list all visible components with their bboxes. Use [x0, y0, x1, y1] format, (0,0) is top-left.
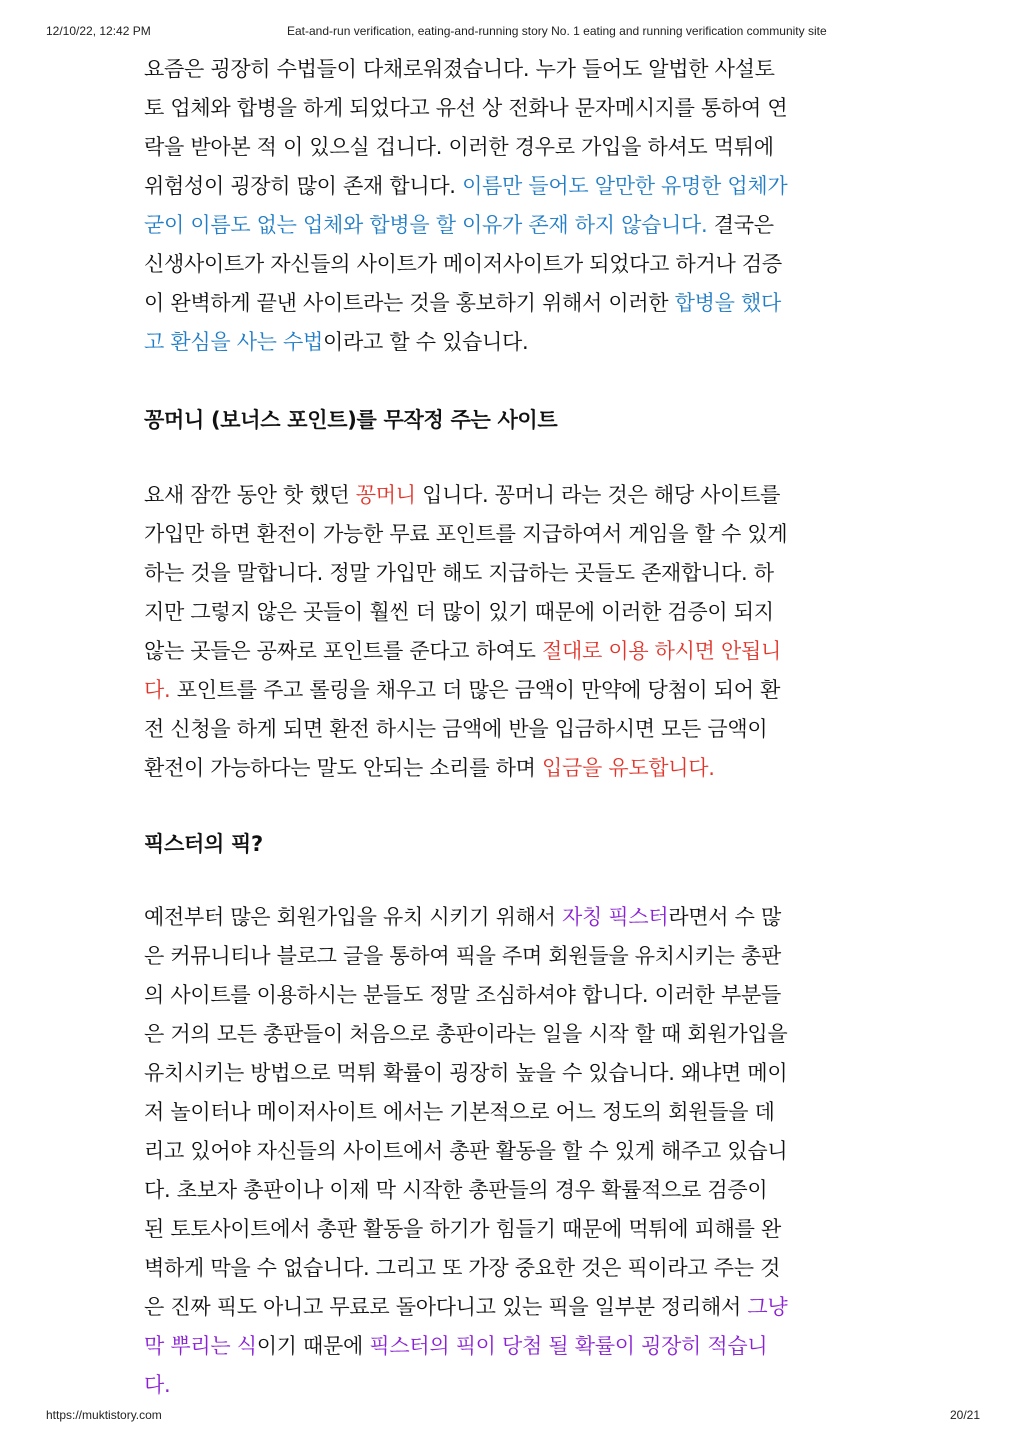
- text-line: 가입만 하면 환전이 가능한 무료 포인트를 지급하여서 게임을 할 수 있게: [144, 522, 788, 546]
- paragraph-merger-scam: [144, 50, 884, 362]
- print-footer: [0, 1408, 1024, 1426]
- highlight-blue: 이름만 들어도 알만한 유명한 업체가: [462, 174, 788, 198]
- article-content: [144, 50, 884, 1405]
- highlight-red: 입금을 유도합니다.: [542, 756, 715, 780]
- print-date: 12/10/22, 12:42 PM: [46, 24, 151, 38]
- section-heading-free-money: 꽁머니 (보너스 포인트)를 무작정 주는 사이트: [144, 408, 558, 432]
- print-page-title: Eat-and-run verification, eating-and-running story No. 1 eating and running verification community site: [287, 24, 827, 38]
- highlight-blue: 굳이 이름도 없는 업체와 합병을 할 이유가 존재 하지 않습니다.: [144, 213, 708, 237]
- print-url[interactable]: https://muktistory.com: [46, 1408, 162, 1422]
- text-line: 락을 받아본 적 이 있으실 겁니다. 이러한 경우로 가입을 하셔도 먹튀에: [144, 135, 774, 159]
- text-line: 토 업체와 합병을 하게 되었다고 유선 상 전화나 문자메시지를 통하여 연: [144, 96, 788, 120]
- text-line: 요즘은 굉장히 수법들이 다채로워졌습니다. 누가 들어도 알법한 사설토: [144, 57, 775, 81]
- text-line: 은 진짜 픽도 아니고 무료로 돌아다니고 있는 픽을 일부분 정리해서: [144, 1295, 748, 1319]
- text-line: 벽하게 막을 수 없습니다. 그리고 또 가장 중요한 것은 픽이라고 주는 것: [144, 1256, 781, 1280]
- section-heading-pickster: 픽스터의 픽?: [144, 832, 263, 856]
- highlight-blue: 합병을 했다: [674, 291, 781, 315]
- text-line: 예전부터 많은 회원가입을 유치 시키기 위해서: [144, 905, 562, 929]
- highlight-purple: 다.: [144, 1373, 171, 1397]
- text-line: 신생사이트가 자신들의 사이트가 메이저사이트가 되었다고 하거나 검증: [144, 252, 782, 276]
- text-line: 유치시키는 방법으로 먹튀 확률이 굉장히 높을 수 있습니다. 왜냐면 메이: [144, 1061, 788, 1085]
- text-line: 은 커뮤니티나 블로그 글을 통하여 픽을 주며 회원들을 유치시키는 총판: [144, 944, 781, 968]
- text-line: 위험성이 굉장히 많이 존재 합니다.: [144, 174, 463, 198]
- highlight-red: 절대로 이용 하시면 안됩니: [542, 639, 781, 663]
- text-line: 이라고 할 수 있습니다.: [323, 330, 529, 354]
- highlight-blue: 고 환심을 사는 수법: [144, 330, 324, 354]
- highlight-red: 꽁머니: [355, 483, 416, 507]
- text-line: 않는 곳들은 공짜로 포인트를 준다고 하여도: [144, 639, 542, 663]
- text-line: 지만 그렇지 않은 곳들이 훨씬 더 많이 있기 때문에 이러한 검증이 되지: [144, 600, 774, 624]
- highlight-purple: 픽스터의 픽이 당첨 될 확률이 굉장히 적습니: [369, 1334, 768, 1358]
- highlight-purple: 그냥: [747, 1295, 788, 1319]
- text-line: 된 토토사이트에서 총판 활동을 하기가 힘들기 때문에 먹튀에 피해를 완: [144, 1217, 781, 1241]
- page-number: 20/21: [949, 1408, 980, 1422]
- text-line: 하는 것을 말합니다. 정말 가입만 해도 지급하는 곳들도 존재합니다. 하: [144, 561, 774, 585]
- highlight-purple: 자칭 픽스터: [562, 905, 669, 929]
- text-line: 라면서 수 많: [668, 905, 781, 929]
- highlight-purple: 막 뿌리는 식: [144, 1334, 257, 1358]
- text-line: 리고 있어야 자신들의 사이트에서 총판 활동을 할 수 있게 해주고 있습니: [144, 1139, 788, 1163]
- text-line: 다. 초보자 총판이나 이제 막 시작한 총판들의 경우 확률적으로 검증이: [144, 1178, 768, 1202]
- text-line: 전 신청을 하게 되면 환전 하시는 금액에 반을 입금하시면 모든 금액이: [144, 717, 768, 741]
- text-line: 요새 잠깐 동안 핫 했던: [144, 483, 356, 507]
- print-header: [0, 24, 1024, 42]
- text-line: 입니다. 꽁머니 라는 것은 해당 사이트를: [415, 483, 781, 507]
- text-line: 이 완벽하게 끝낸 사이트라는 것을 홍보하기 위해서 이러한: [144, 291, 675, 315]
- text-line: 포인트를 주고 롤링을 채우고 더 많은 금액이 만약에 당첨이 되어 환: [170, 678, 781, 702]
- text-line: 은 거의 모든 총판들이 처음으로 총판이라는 일을 시작 할 때 회원가입을: [144, 1022, 788, 1046]
- text-line: 환전이 가능하다는 말도 안되는 소리를 하며: [144, 756, 542, 780]
- paragraph-pickster: [144, 898, 884, 1405]
- text-line: 이기 때문에: [256, 1334, 370, 1358]
- text-line: 저 놀이터나 메이저사이트 에서는 기본적으로 어느 정도의 회원들을 데: [144, 1100, 775, 1124]
- text-line: 결국은: [707, 213, 774, 237]
- text-line: 의 사이트를 이용하시는 분들도 정말 조심하셔야 합니다. 이러한 부분들: [144, 983, 781, 1007]
- paragraph-free-money: [144, 476, 884, 788]
- highlight-red: 다.: [144, 678, 171, 702]
